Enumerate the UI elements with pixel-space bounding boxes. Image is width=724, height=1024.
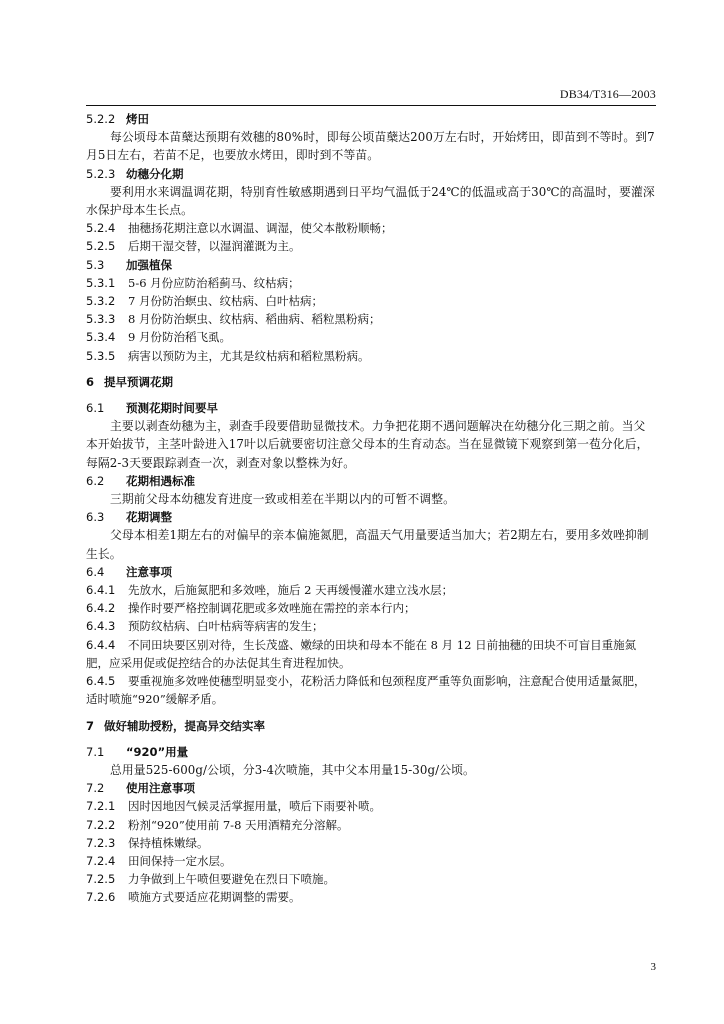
clause-number: 5.3 [86,257,105,272]
header-rule [86,105,656,106]
document-code: DB34/T316—2003 [559,87,656,101]
clause-text: 要重视施多效唑使穗型明显变小，花粉活力降低和包颈程度严重等负面影响，注意配合使用适量氮肥，适时喷施“920”缓解矛盾。 [86,674,646,707]
clause-number: 6.2 [86,473,105,488]
section-heading [86,165,656,183]
paragraph: 主要以剥查幼穗为主，剥查手段要借助显微技术。力争把花期不遇问题解决在幼穗分化三期之前。当父本开始拔节，主茎叶龄进入17叶以后就要密切注意父母本的生育动态。当在显微镜下观察到第一苞分化后，每隔2-3天要跟踪剥查一次，剥查对象以整株为好。 [86,419,649,470]
clause-number: 5.2.3 [86,166,116,181]
section-heading [86,743,656,761]
clause-item [86,617,656,635]
clause-item [86,310,656,328]
page-number: 3 [650,961,656,973]
clause-number: 5.3.2 [86,294,116,309]
paragraph: 三期前父母本幼穗发育进度一致或相差在半期以内的可暂不调整。 [110,492,456,507]
clause-number: 7.2.1 [86,799,116,814]
clause-number: 7.1 [86,744,105,759]
section-heading [86,399,656,417]
clause-item [86,672,656,708]
clause-text: 力争做到上午喷但要避免在烈日下喷施。 [128,872,335,887]
clause-text: 先放水，后施氮肥和多效唑，施后 2 天再缓慢灌水建立浅水层； [128,583,454,598]
clause-number: 5.2.2 [86,112,116,126]
clause-item [86,274,656,292]
heading-text: 注意事项 [126,564,172,579]
clause-text: 8 月份防治螟虫、纹枯病、稻曲病、稻粒黑粉病； [128,312,381,327]
clause-text: 7 月份防治螟虫、纹枯病、白叶枯病； [128,294,323,309]
clause-text: 不同田块要区别对待，生长茂盛、嫩绿的田块和母本不能在 8 月 12 日前抽穗的田块不可盲目重施氮肥，应采用促或促控结合的办法促其生育进程加快。 [86,637,637,670]
clause-number: 6.4.4 [86,637,116,652]
clause-text: 5-6 月份应防治稻蓟马、纹枯病； [128,275,300,290]
chapter-heading [86,717,656,735]
clause-item [86,816,656,834]
clause-number: 6.1 [86,401,105,416]
clause-item [86,888,656,906]
heading-text: 使用注意事项 [126,781,195,796]
clause-number: 7.2.6 [86,890,116,905]
heading-text: 花期相遇标准 [126,473,195,488]
clause-number: 5.3.3 [86,312,116,327]
clause-number: 6.4.5 [86,674,116,689]
clause-number: 6.3 [86,510,105,525]
clause-number: 7.2.2 [86,817,116,832]
paragraph: 父母本相差1期左右的对偏早的亲本偏施氮肥，高温天气用量要适当加大；若2期左右，要用多效唑抑制生长。 [86,528,649,561]
clause-item [86,347,656,365]
clause-number: 5.3.1 [86,275,116,290]
clause-text: 后期干湿交替，以湿润灌溉为主。 [128,239,301,254]
clause-text: 喷施方式要适应花期调整的需要。 [128,890,301,905]
section-heading [86,256,656,274]
clause-number: 7.2.3 [86,835,116,850]
clause-number: 6.4.3 [86,619,116,634]
clause-item [86,219,656,237]
clause-text: 9 月份防治稻飞虱。 [128,330,231,345]
clause-item [86,599,656,617]
clause-text: 预防纹枯病、白叶枯病等病害的发生； [128,619,324,634]
clause-item [86,292,656,310]
clause-number: 5.3.5 [86,348,116,363]
clause-item [86,237,656,255]
clause-number: 7.2.4 [86,853,116,868]
document-body [86,110,656,907]
clause-item [86,870,656,888]
clause-number: 7 [86,718,95,733]
clause-text: 粉剂“920”使用前 7-8 天用酒精充分溶解。 [128,817,349,832]
clause-item [86,852,656,870]
chapter-heading [86,373,656,391]
clause-text: 田间保持一定水层。 [128,853,232,868]
clause-number: 6.4.1 [86,583,116,598]
clause-text: 操作时要严格控制调花肥或多效唑施在需控的亲本行内； [128,601,416,616]
section-heading [86,110,656,128]
clause-text: 病害以预防为主，尤其是纹枯病和稻粒黑粉病。 [128,348,370,363]
heading-text: 预测花期时间要早 [126,401,218,416]
heading-text: 做好辅助授粉，提高异交结实率 [104,718,265,733]
clause-item [86,581,656,599]
clause-number: 6.4 [86,564,105,579]
clause-number: 5.2.4 [86,221,116,236]
clause-item [86,834,656,852]
paragraph: 每公顷母本苗蘖达预期有效穗的80%时，即每公顷苗蘖达200万左右时，开始烤田，即苗到不等时。到7月5日左右，若苗不足，也要放水烤田，即时到不等苗。 [86,130,655,163]
section-heading [86,508,656,526]
heading-text: “920”用量 [126,744,189,759]
clause-number: 6.4.2 [86,601,116,616]
section-heading [86,472,656,490]
heading-text: 幼穗分化期 [126,166,184,181]
paragraph: 总用量525-600g/公顷，分3-4次喷施，其中父本用量15-30g/公顷。 [110,762,475,777]
clause-item [86,328,656,346]
section-heading [86,779,656,797]
paragraph: 要利用水来调温调花期，特别育性敏感期遇到日平均气温低于24℃的低温或高于30℃的高温时，要灌深水保护母本生长点。 [86,184,655,218]
heading-text: 花期调整 [126,510,172,525]
clause-number: 5.3.4 [86,330,116,345]
heading-text: 加强植保 [126,257,172,272]
clause-number: 7.2.5 [86,872,116,887]
section-heading [86,563,656,581]
clause-text: 抽穗扬花期注意以水调温、调湿，使父本散粉顺畅； [128,221,393,236]
clause-item [86,797,656,815]
clause-number: 7.2 [86,781,105,796]
clause-text: 因时因地因气候灵活掌握用量，喷后下雨要补喷。 [128,799,381,814]
clause-text: 保持植株嫩绿。 [128,835,209,850]
clause-number: 6 [86,374,95,389]
clause-item [86,636,656,672]
heading-text: 烤田 [126,112,149,126]
heading-text: 提早预调花期 [104,374,173,389]
clause-number: 5.2.5 [86,239,116,254]
